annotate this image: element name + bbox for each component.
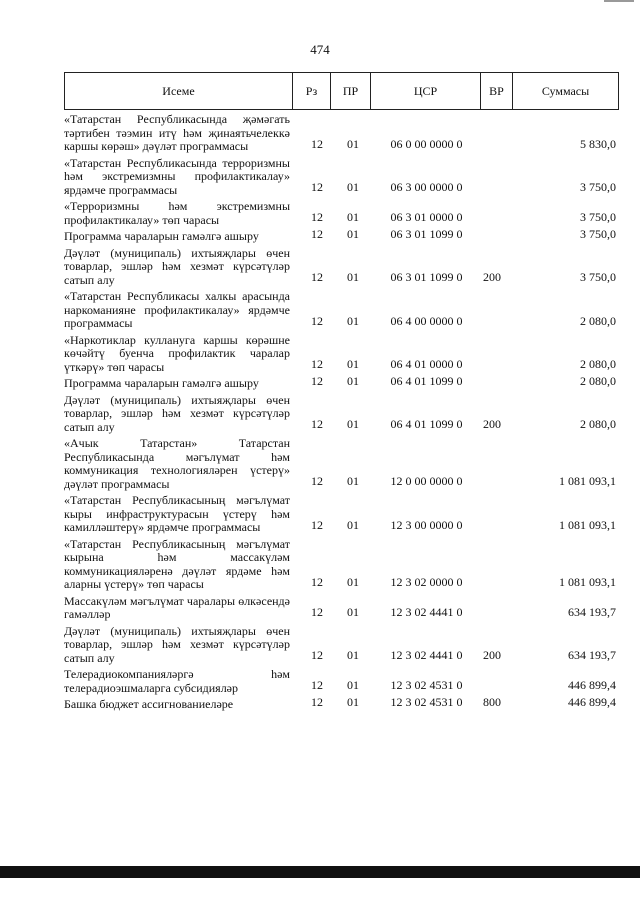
row-csr: 06 4 01 1099 0 [390, 373, 463, 388]
row-csr: 06 3 01 1099 0 [390, 226, 463, 241]
row-name: Дәүләт (муниципаль) ихтыяҗлары өчен товарлар, эшләр һәм хезмәт күрсәтүләр сатып алу [64, 392, 290, 434]
header-rz: Рз [292, 73, 330, 109]
row-sum: 634 193,7 [568, 604, 616, 619]
row-pr: 01 [347, 604, 359, 619]
page-number: 474 [310, 42, 330, 57]
row-pr: 01 [347, 474, 359, 488]
row-sum: 3 750,0 [580, 210, 616, 224]
row-pr: 01 [347, 136, 359, 151]
row-csr: 06 4 01 1099 0 [390, 417, 463, 431]
row-rz: 12 [311, 648, 323, 662]
row-rz: 12 [311, 574, 323, 589]
row-name: «Наркотиклар куллануга каршы көрәшне көчәйтү буенча профилактик чаралар үткәрү» төп чарасы [64, 332, 290, 374]
header-name: Исеме [162, 84, 195, 98]
row-rz: 12 [311, 678, 323, 692]
row-name: Дәүләт (муниципаль) ихтыяҗлары өчен товарлар, эшләр һәм хезмәт күрсәтүләр сатып алу [64, 623, 290, 665]
row-sum: 3 750,0 [580, 226, 616, 241]
scan-corner-mark [604, 0, 634, 2]
row-pr: 01 [347, 678, 359, 692]
row-pr: 01 [347, 373, 359, 388]
row-name: «Татарстан Республикасының мәгълүмат кырына һәм массакүләм коммуникацияләренә дәүләт ярдәме һәм аларны үстерү» төп чарасы [64, 536, 290, 591]
row-pr: 01 [347, 210, 359, 224]
table-row [64, 112, 624, 156]
row-sum: 2 080,0 [580, 373, 616, 388]
row-vr: 200 [483, 417, 501, 431]
row-rz: 12 [311, 136, 323, 151]
table-row [64, 393, 624, 437]
table-row [64, 199, 624, 229]
row-name: «Татарстан Республикасы халкы арасында наркоманияне профилактикалау» ярдәмче программасы [64, 289, 290, 330]
row-csr: 12 3 02 4441 0 [390, 604, 463, 619]
row-rz: 12 [311, 226, 323, 241]
row-rz: 12 [311, 373, 323, 388]
row-sum: 1 081 093,1 [559, 517, 616, 532]
header-vr: ВР [480, 73, 512, 109]
row-csr: 06 0 00 0000 0 [390, 136, 463, 151]
header-pr: ПР [330, 73, 370, 109]
row-csr: 12 3 02 4531 0 [390, 678, 463, 692]
row-vr: 800 [483, 694, 501, 709]
row-pr: 01 [347, 180, 359, 194]
row-name: «Татарстан Республикасының мәгълүмат кыры инфраструктурасын үстерү һәм камилләштерү» ярдәмче программасы [64, 493, 290, 534]
table-row [64, 333, 624, 377]
row-pr: 01 [347, 357, 359, 371]
row-sum: 634 193,7 [568, 648, 616, 662]
row-csr: 12 3 00 0000 0 [390, 517, 463, 532]
row-name: Программа чараларын гамәлгә ашыру [64, 376, 259, 390]
row-rz: 12 [311, 474, 323, 488]
row-name: «Татарстан Республикасында җәмәгать тәртибен тәэмин итү һәм җинаятьчелеккә каршы көрәш» дәүләт программасы [64, 112, 290, 153]
table-row [64, 246, 624, 290]
table-body [64, 112, 624, 714]
row-sum: 3 750,0 [580, 180, 616, 194]
row-csr: 06 3 01 1099 0 [390, 270, 463, 284]
row-csr: 12 0 00 0000 0 [390, 474, 463, 488]
row-sum: 5 830,0 [580, 136, 616, 151]
header-sum: Суммасы [512, 73, 618, 109]
row-rz: 12 [311, 270, 323, 284]
row-name: «Татарстан Республикасында терроризмны һәм экстремизмны профилактикалау» ярдәмче программасы [64, 155, 290, 197]
row-rz: 12 [311, 604, 323, 619]
row-sum: 2 080,0 [580, 417, 616, 431]
row-sum: 2 080,0 [580, 313, 616, 328]
row-name: Программа чараларын гамәлгә ашыру [64, 229, 259, 243]
row-sum: 446 899,4 [568, 694, 616, 709]
row-pr: 01 [347, 270, 359, 284]
table-row [64, 226, 624, 246]
row-name: Башка бюджет ассигнованиеләре [64, 697, 234, 711]
row-csr: 12 3 02 4531 0 [390, 694, 463, 709]
row-name: «Терроризмны һәм экстремизмны профилактикалау» төп чарасы [64, 199, 290, 227]
table-header [64, 72, 619, 110]
row-sum: 2 080,0 [580, 357, 616, 371]
table-row [64, 156, 624, 200]
row-csr: 06 4 00 0000 0 [390, 313, 463, 328]
row-name: Телерадиокомпанияләргә һәм телерадиоэшмаларга субсидияләр [64, 667, 290, 695]
row-csr: 06 4 01 0000 0 [390, 357, 463, 371]
table-row [64, 537, 624, 594]
table-row [64, 436, 624, 493]
row-sum: 1 081 093,1 [559, 574, 616, 589]
table-row [64, 624, 624, 668]
row-pr: 01 [347, 648, 359, 662]
row-name: Дәүләт (муниципаль) ихтыяҗлары өчен товарлар, эшләр һәм хезмәт күрсәтүләр сатып алу [64, 245, 290, 287]
row-csr: 12 3 02 4441 0 [390, 648, 463, 662]
row-pr: 01 [347, 574, 359, 589]
row-rz: 12 [311, 417, 323, 431]
row-csr: 06 3 00 0000 0 [390, 180, 463, 194]
row-vr: 200 [483, 648, 501, 662]
row-csr: 12 3 02 0000 0 [390, 574, 463, 589]
row-sum: 1 081 093,1 [559, 474, 616, 488]
row-rz: 12 [311, 357, 323, 371]
scan-bottom-bar [0, 866, 640, 878]
table-row [64, 667, 624, 697]
row-csr: 06 3 01 0000 0 [390, 210, 463, 224]
row-rz: 12 [311, 694, 323, 709]
row-rz: 12 [311, 210, 323, 224]
row-pr: 01 [347, 313, 359, 328]
row-rz: 12 [311, 180, 323, 194]
table-row [64, 694, 624, 714]
table-row [64, 373, 624, 393]
table-row [64, 493, 624, 537]
row-sum: 3 750,0 [580, 270, 616, 284]
row-pr: 01 [347, 517, 359, 532]
row-name: «Ачык Татарстан» Татарстан Республикасында мәгълүмат һәм коммуникация технологияләрен үстерү» дәүләт программасы [64, 436, 290, 491]
row-sum: 446 899,4 [568, 678, 616, 692]
row-rz: 12 [311, 313, 323, 328]
header-csr: ЦСР [370, 73, 480, 109]
row-name: Массакүләм мәгълүмат чаралары өлкәсендә гамәлләр [64, 593, 290, 621]
row-vr: 200 [483, 270, 501, 284]
row-pr: 01 [347, 694, 359, 709]
table-row [64, 289, 624, 333]
row-pr: 01 [347, 417, 359, 431]
row-rz: 12 [311, 517, 323, 532]
table-row [64, 594, 624, 624]
row-pr: 01 [347, 226, 359, 241]
